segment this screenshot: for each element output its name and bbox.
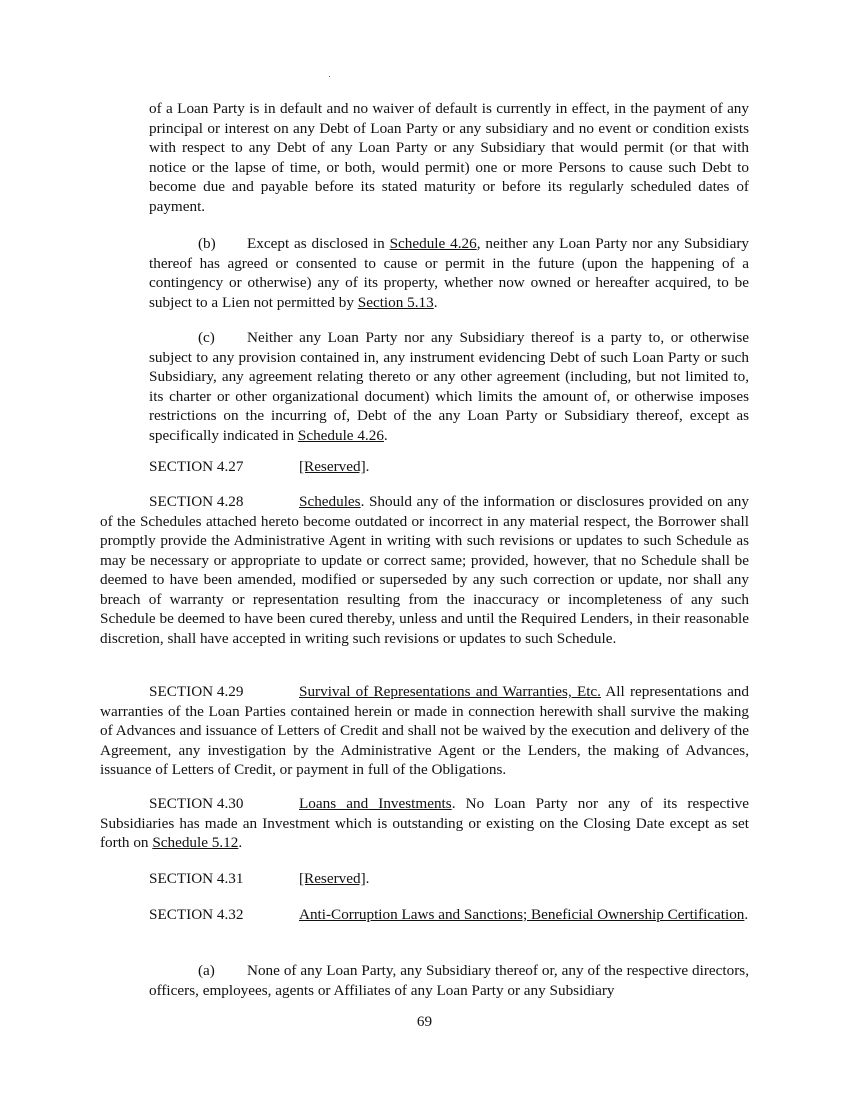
section-number: SECTION 4.28 — [149, 493, 244, 510]
section-4-31-heading: SECTION 4.31 [Reserved]. — [149, 870, 370, 887]
section-4-32-heading: SECTION 4.32 Anti-Corruption Laws and Sanctions; Beneficial Ownership Certification. — [149, 906, 749, 923]
schedule-4-26-link-2: Schedule 4.26 — [297, 426, 384, 444]
clause-c-label: (c) — [198, 329, 215, 346]
clause-a-paragraph: (a) None of any Loan Party, any Subsidiary thereof or, any of the respective directors, officers, employees, agents or Affiliates of any Loan Party or any Subsidiary — [149, 962, 749, 999]
section-number: SECTION 4.27 — [149, 458, 244, 475]
clause-c-paragraph: (c) Neither any Loan Party nor any Subsidiary thereof is a party to, or otherwise subject to any provision contained in, any instrument evidencing Debt of such Loan Party or such Subsidiary, any agreement relating thereto or any other agreement (including, but not limited to, its charter or other organizational document) which limits the amount of, or otherwise imposes restrictions on the incurring of, Debt of the any Loan Party or Subsidiary thereof, except as specifically indicated in Schedule 4.26. — [149, 329, 749, 444]
page-number: 69 — [416, 1013, 433, 1030]
section-4-27-heading: SECTION 4.27 [Reserved]. — [149, 458, 370, 475]
clause-a-label: (a) — [198, 962, 215, 979]
section-title: [Reserved] — [299, 458, 366, 475]
section-5-13-link: Section 5.13 — [357, 293, 434, 311]
schedule-4-26-link: Schedule 4.26 — [389, 235, 477, 252]
section-title: Anti-Corruption Laws and Sanctions; Beneficial Ownership Certification — [299, 906, 745, 923]
section-4-29-paragraph: SECTION 4.29 Survival of Representations and Warranties, Etc. All representations and warranties of the Loan Parties contained herein or made in connection herewith shall survive the making of Advances and issuance of Letters of Credit and shall not be waived by the execution and delivery of the Agreement, any investigation by the Administrative Agent or the Lenders, the making of Advances, issuance of Letters of Credit, or payment in full of the Obligations. — [100, 683, 749, 778]
section-4-28-paragraph: SECTION 4.28 Schedules. Should any of the information or disclosures provided on any of the Schedules attached hereto become outdated or incorrect in any material respect, the Borrower shall promptly provide the Administrative Agent in writing with such revisions or updates to such Schedule as may be necessary or appropriate to update or correct same; provided, however, that no Schedule shall be deemed to have been amended, modified or superseded by any such correction or update, nor shall any breach of warranty or representation resulting from the inaccuracy or incompleteness of any such Schedule be deemed to have been cured thereby, unless and until the Required Lenders, in their reasonable discretion, shall have accepted in writing such revisions or updates to such Schedule. — [100, 493, 749, 647]
continuation-paragraph — [149, 99, 749, 216]
section-number: SECTION 4.31 — [149, 870, 244, 887]
section-number: SECTION 4.32 — [149, 906, 244, 923]
scan-speck — [329, 76, 330, 77]
section-number: SECTION 4.29 — [149, 683, 244, 700]
continuation-text: of a Loan Party is in default and no waiver of default is currently in effect, in the payment of any principal or interest on any Debt of Loan Party or any subsidiary and no event or condition exists with respect to any Debt of any Loan Party or any Subsidiary that would permit (or that with notice or the lapse of time, or both, would permit) one or more Persons to cause such Debt to become due and payable before its stated maturity or before its regularly scheduled dates of payment. — [149, 100, 749, 215]
clause-b-paragraph: (b) Except as disclosed in Schedule 4.26, neither any Loan Party nor any Subsidiary thereof has agreed or consented to cause or permit in the future (upon the happening of a contingency or otherwise) any of its property, whether now owned or hereafter acquired, to be subject to a Lien not permitted by Section 5.13. — [149, 235, 749, 311]
section-number: SECTION 4.30 — [149, 795, 244, 812]
section-title: Loans and Investments — [299, 795, 452, 812]
section-title: Survival of Representations and Warranties, Etc. — [299, 683, 601, 700]
section-title: Schedules — [299, 493, 361, 510]
section-title: [Reserved] — [299, 870, 366, 887]
schedule-5-12-link: Schedule 5.12 — [152, 834, 239, 851]
clause-b-label: (b) — [198, 235, 216, 252]
section-4-30-paragraph: SECTION 4.30 Loans and Investments. No Loan Party nor any of its respective Subsidiaries has made an Investment which is outstanding or existing on the Closing Date except as set forth on Schedule 5.12. — [100, 795, 749, 851]
